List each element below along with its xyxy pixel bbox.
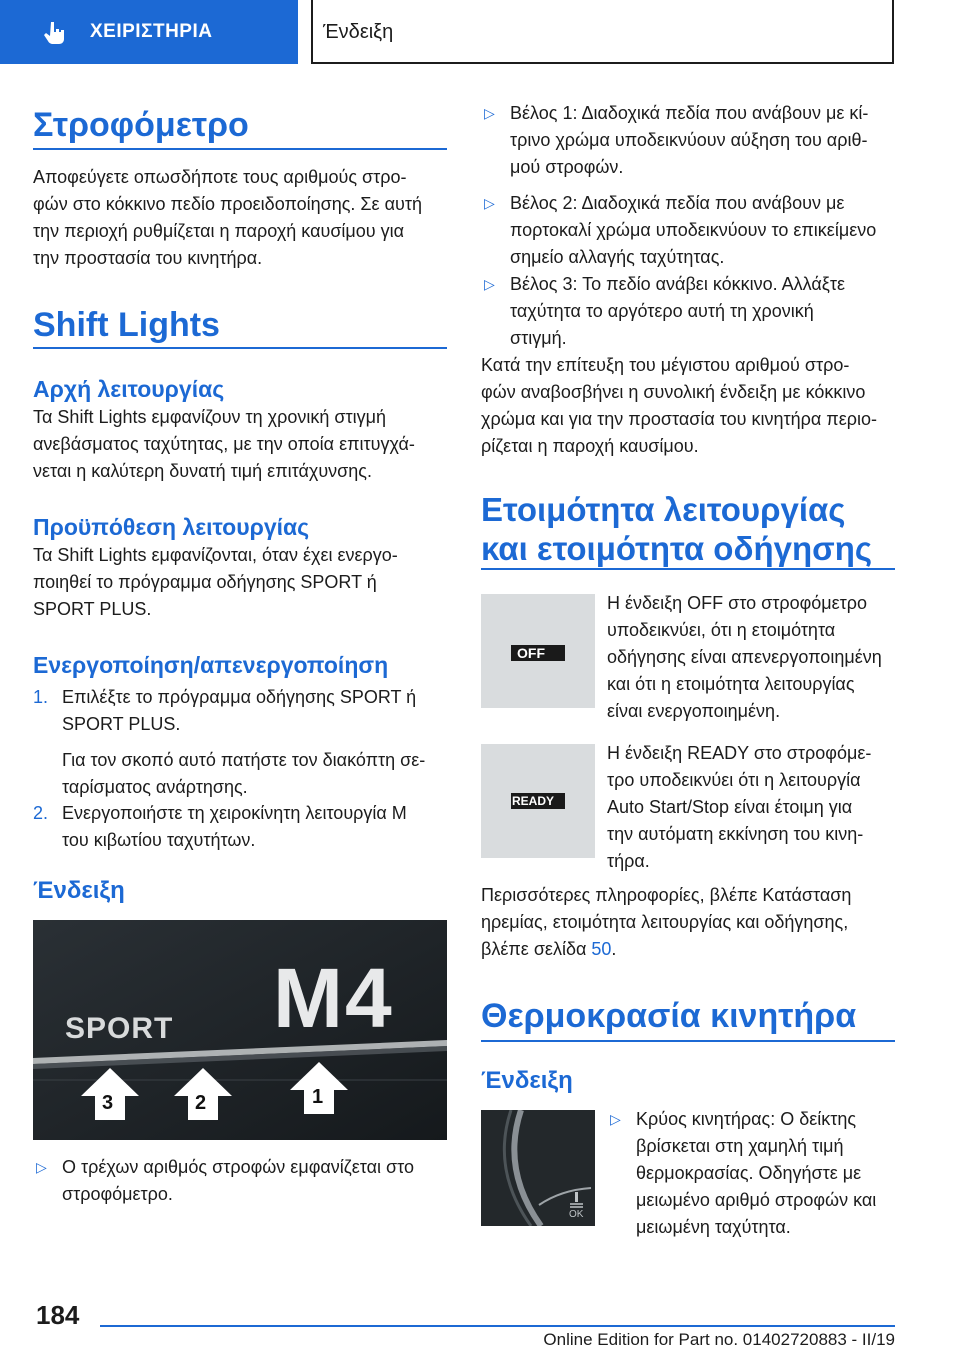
shift-lights-figure [33,920,447,1140]
heading-rule [481,568,895,570]
footer-edition: Online Edition for Part no. 01402720883 - II/19 [543,1330,895,1349]
coolant-temp-icon [570,1192,583,1207]
off-display-figure [481,594,595,708]
heading-rule [33,148,447,150]
activation-heading: Ενεργοποίηση/απενεργοποίηση [33,652,389,678]
gauge-ok-label: OK [569,1209,584,1220]
bullet-arrow-3: ▷ Βέλος 3: Το πεδίο ανάβει κόκκινο. Αλλάξτε ταχύτητα το αργότερο αυτή τη χρονική στιγμή. [481,271,901,352]
principle-heading: Αρχή λειτουργίας [33,376,225,402]
off-badge: OFF [517,645,545,661]
section-tab [311,0,894,64]
ready-text: Η ένδειξη READY στο στροφόμε- τρο υποδεικνύει ότι η λειτουργία Auto Start/Stop είναι έτοιμη για την αυτόματη εκκίνηση του κινη- τήρα. [607,743,872,871]
shift-lights-heading: Shift Lights [33,306,220,344]
off-text: Η ένδειξη OFF στο στροφόμετρο υποδεικνύει, ότι η ετοιμότητα οδήγησης είναι απενεργοποιημένη και ότι η ετοιμότητα λειτουργίας είναι ενεργοποιημένη. [607,593,882,721]
ready-badge: READY [512,794,555,808]
heading-rule [33,347,447,349]
readiness-heading-line-2: και ετοιμότητα οδήγησης [481,530,873,567]
section-title: Ένδειξη [323,21,394,43]
sport-mode-label: SPORT [65,1012,174,1045]
manual-tab[interactable] [0,0,298,64]
tachometer-heading: Στροφόμετρο [33,106,249,144]
bullet-arrow-1: ▷ Βέλος 1: Διαδοχικά πεδία που ανάβουν με κί- τρινο χρώμα υποδεικνύουν αύξηση του αριθ- μού στροφών. [481,100,901,181]
arrow-label-1: 1 [312,1086,324,1108]
bullet-cold-engine: ▷ Κρύος κινητήρας: Ο δείκτης βρίσκεται στη χαμηλή τιμή θερμοκρασίας. Οδηγήστε με μειωμένο αριθμό στροφών και μειωμένη ταχύτητα. [607,1106,907,1241]
max-rpm-text: Κατά την επίτευξη του μέγιστου αριθμού στρο- φών αναβοσβήνει η συνολική ένδειξη με κόκκινο χρώμα και για την προστασία του κινητήρα περιο- ρίζεται η παροχή καυσίμου. [481,355,877,456]
triangle-bullet-icon: ▷ [36,1159,47,1175]
temp-gauge-figure [481,1110,595,1226]
manual-title: ΧΕΙΡΙΣΤΗΡΙΑ [90,21,213,42]
prerequisite-text: Τα Shift Lights εμφανίζονται, όταν έχει ενεργο- ποιηθεί το πρόγραμμα οδήγησης SPORT ή SPORT PLUS. [33,545,398,619]
prerequisite-heading: Προϋπόθεση λειτουργίας [33,514,310,540]
more-info-text: Περισσότερες πληροφορίες, βλέπε Κατάσταση ηρεμίας, ετοιμότητα λειτουργίας και οδήγησης, βλέπε σελίδα 50. [481,885,852,959]
engine-temp-heading: Θερμοκρασία κινητήρα [481,997,857,1035]
footer-rule [100,1325,895,1327]
arrow-label-3: 3 [102,1092,114,1114]
bullet-arrow-2: ▷ Βέλος 2: Διαδοχικά πεδία που ανάβουν με πορτοκαλί χρώμα υποδεικνύουν το επικείμενο σημείο αλλαγής ταχύτητας. [481,190,901,271]
heading-rule [481,1040,895,1042]
triangle-bullet-icon: ▷ [484,105,495,121]
readiness-heading-line-1: Ετοιμότητα λειτουργίας [481,491,846,528]
gear-indicator: M4 [273,951,394,1045]
page-link[interactable]: 50 [591,939,612,959]
step-number: 2. [33,803,49,823]
triangle-bullet-icon: ▷ [610,1111,621,1127]
principle-text: Τα Shift Lights εμφανίζουν τη χρονική στιγμή ανεβάσματος ταχύτητας, με την οποία επιτυγχά- νεται η καλύτερη δυνατή τιμή επιτάχυνσης. [33,407,415,481]
temp-display-heading: Ένδειξη [481,1067,573,1094]
page-number: 184 [36,1300,80,1330]
ready-display-figure [481,744,595,858]
step-2: 2. Ενεργοποιήστε τη χειροκίνητη λειτουργία M του κιβωτίου ταχυτήτων. [33,800,453,854]
arrow-label-2: 2 [195,1092,207,1114]
triangle-bullet-icon: ▷ [484,276,495,292]
bullet-current-rpm: ▷ Ο τρέχων αριθμός στροφών εμφανίζεται στο στροφόμετρο. [33,1154,453,1208]
step-number: 1. [33,687,49,707]
tachometer-text: Αποφεύγετε οπωσδήποτε τους αριθμούς στρο- φών στο κόκκινο πεδίο προειδοποίησης. Σε αυτή την περιοχή ρυθμίζεται η παροχή καυσίμου για την προστασία του κινητήρα. [33,167,422,268]
step-1: 1. Επιλέξτε το πρόγραμμα οδήγησης SPORT ή SPORT PLUS. Για τον σκοπό αυτό πατήστε τον διακόπτη σε- ταρίσματος ανάρτησης. [33,684,453,801]
arrow-markers [33,920,447,1140]
triangle-bullet-icon: ▷ [484,195,495,211]
display-heading: Ένδειξη [33,877,125,904]
hand-pointer-icon [42,20,68,46]
